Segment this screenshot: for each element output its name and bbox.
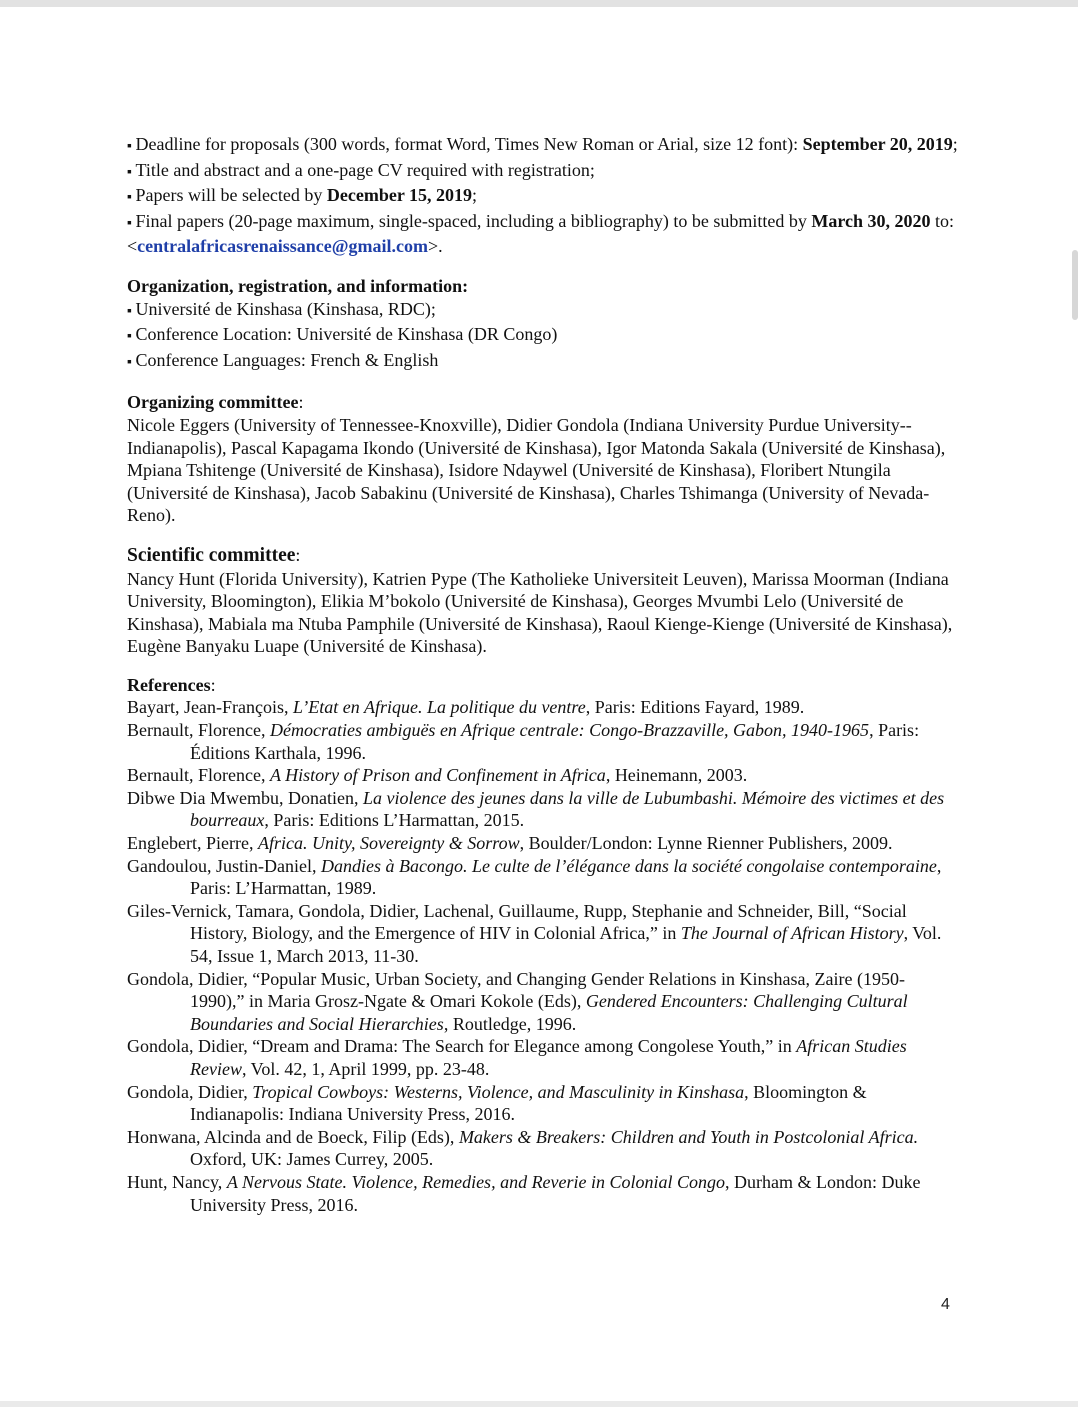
- contact-email-link[interactable]: centralafricasrenaissance@gmail.com: [137, 236, 428, 257]
- scientific-committee-heading: Scientific committee:: [127, 544, 301, 566]
- organizing-committee-heading: Organizing committee:: [127, 392, 304, 413]
- document-page: [127, 133, 959, 1216]
- reference-item: Englebert, Pierre, Africa. Unity, Sovereignty & Sorrow, Boulder/London: Lynne Rienner Publishers, 2009.: [127, 833, 893, 854]
- page-number: 4: [941, 1296, 950, 1313]
- organizing-committee-members: Nicole Eggers (University of Tennessee-Knoxville), Didier Gondola (Indiana University Purdue University--Indianapolis), Pascal Kapagama Ikondo (Université de Kinshasa), Igor Matonda Sakala (Université de Kinshasa), Mpiana Tshitenge (Université de Kinshasa), Isidore Ndaywel (Université de Kinshasa), Floribert Ntungila (Université de Kinshasa), Jacob Sabakinu (Université de Kinshasa), Charles Tshimanga (University of Nevada-Reno).: [127, 414, 946, 526]
- viewer-top-bar: [0, 0, 1078, 7]
- organization-item: ▪ Université de Kinshasa (Kinshasa, RDC);: [127, 298, 959, 324]
- references-heading: References:: [127, 674, 216, 695]
- organization-heading: Organization, registration, and information:: [127, 275, 469, 296]
- reference-item: Bernault, Florence, Démocraties ambiguës en Afrique centrale: Congo-Brazzaville, Gabon, 1940-1965, Paris: Éditions Karthala, 1996.: [127, 720, 920, 763]
- scientific-committee-members: Nancy Hunt (Florida University), Katrien Pype (The Katholieke Universiteit Leuven), Marissa Moorman (Indiana University, Bloomington), Elikia M’bokolo (Université de Kinshasa), Georges Mvumbi Lelo (Université de Kinshasa), Mabiala ma Ntuba Pamphile (Université de Kinshasa), Raoul Kienge-Kienge (Université de Kinshasa), Eugène Banyaku Luape (Université de Kinshasa).: [127, 568, 953, 657]
- reference-item: Gondola, Didier, “Popular Music, Urban Society, and Changing Gender Relations in Kinshasa, Zaire (1950-1990),” in Maria Grosz-Ngate & Omari Kokole (Eds), Gendered Encounters: Challenging Cultural Boundaries and Social Hierarchies, Routledge, 1996.: [127, 968, 908, 1034]
- reference-item: Gondola, Didier, “Dream and Drama: The Search for Elegance among Congolese Youth,” in African Studies Review, Vol. 42, 1, April 1999, pp. 23-48.: [127, 1036, 907, 1079]
- deadline-title-abstract: ▪ Title and abstract and a one-page CV required with registration;: [127, 159, 959, 185]
- reference-item: Bayart, Jean-François, L’Etat en Afrique. La politique du ventre, Paris: Editions Fayard, 1989.: [127, 697, 805, 718]
- reference-item: Gondola, Didier, Tropical Cowboys: Westerns, Violence, and Masculinity in Kinshasa, Bloomington & Indianapolis: Indiana University Press, 2016.: [127, 1081, 867, 1125]
- reference-item: Bernault, Florence, A History of Prison and Confinement in Africa, Heinemann, 2003.: [127, 765, 748, 786]
- deadline-proposals: ▪ Deadline for proposals (300 words, format Word, Times New Roman or Arial, size 12 font): September 20, 2019;: [127, 133, 959, 159]
- reference-item: Honwana, Alcinda and de Boeck, Filip (Eds), Makers & Breakers: Children and Youth in Postcolonial Africa. Oxford, UK: James Currey, 2005.: [127, 1126, 919, 1170]
- reference-item: Giles-Vernick, Tamara, Gondola, Didier, Lachenal, Guillaume, Rupp, Stephanie and Schneider, Bill, “Social History, Biology, and the Emergence of HIV in Colonial Africa,” in The Journal of African History, Vol. 54, Issue 1, March 2013, 11-30.: [127, 900, 942, 966]
- viewer-bottom-bar: [0, 1401, 1078, 1407]
- reference-item: Dibwe Dia Mwembu, Donatien, La violence des jeunes dans la ville de Lubumbashi. Mémoire des victimes et des bourreaux, Paris: Editions L’Harmattan, 2015.: [127, 787, 945, 831]
- deadline-selection: ▪ Papers will be selected by December 15, 2019;: [127, 184, 959, 210]
- reference-item: Hunt, Nancy, A Nervous State. Violence, Remedies, and Reverie in Colonial Congo, Durham & London: Duke University Press, 2016.: [127, 1171, 921, 1215]
- organization-item: ▪ Conference Location: Université de Kinshasa (DR Congo): [127, 323, 959, 349]
- scroll-edge-indicator[interactable]: [1072, 250, 1078, 320]
- reference-item: Gandoulou, Justin-Daniel, Dandies à Bacongo. Le culte de l’élégance dans la société congolaise contemporaine, Paris: L’Harmattan, 1989.: [127, 855, 942, 899]
- organization-item: ▪ Conference Languages: French & English: [127, 349, 959, 375]
- deadline-final-papers: ▪ Final papers (20-page maximum, single-spaced, including a bibliography) to be submitted by March 30, 2020 to: <centralafricasrenaissance@gmail.com>.: [127, 210, 959, 258]
